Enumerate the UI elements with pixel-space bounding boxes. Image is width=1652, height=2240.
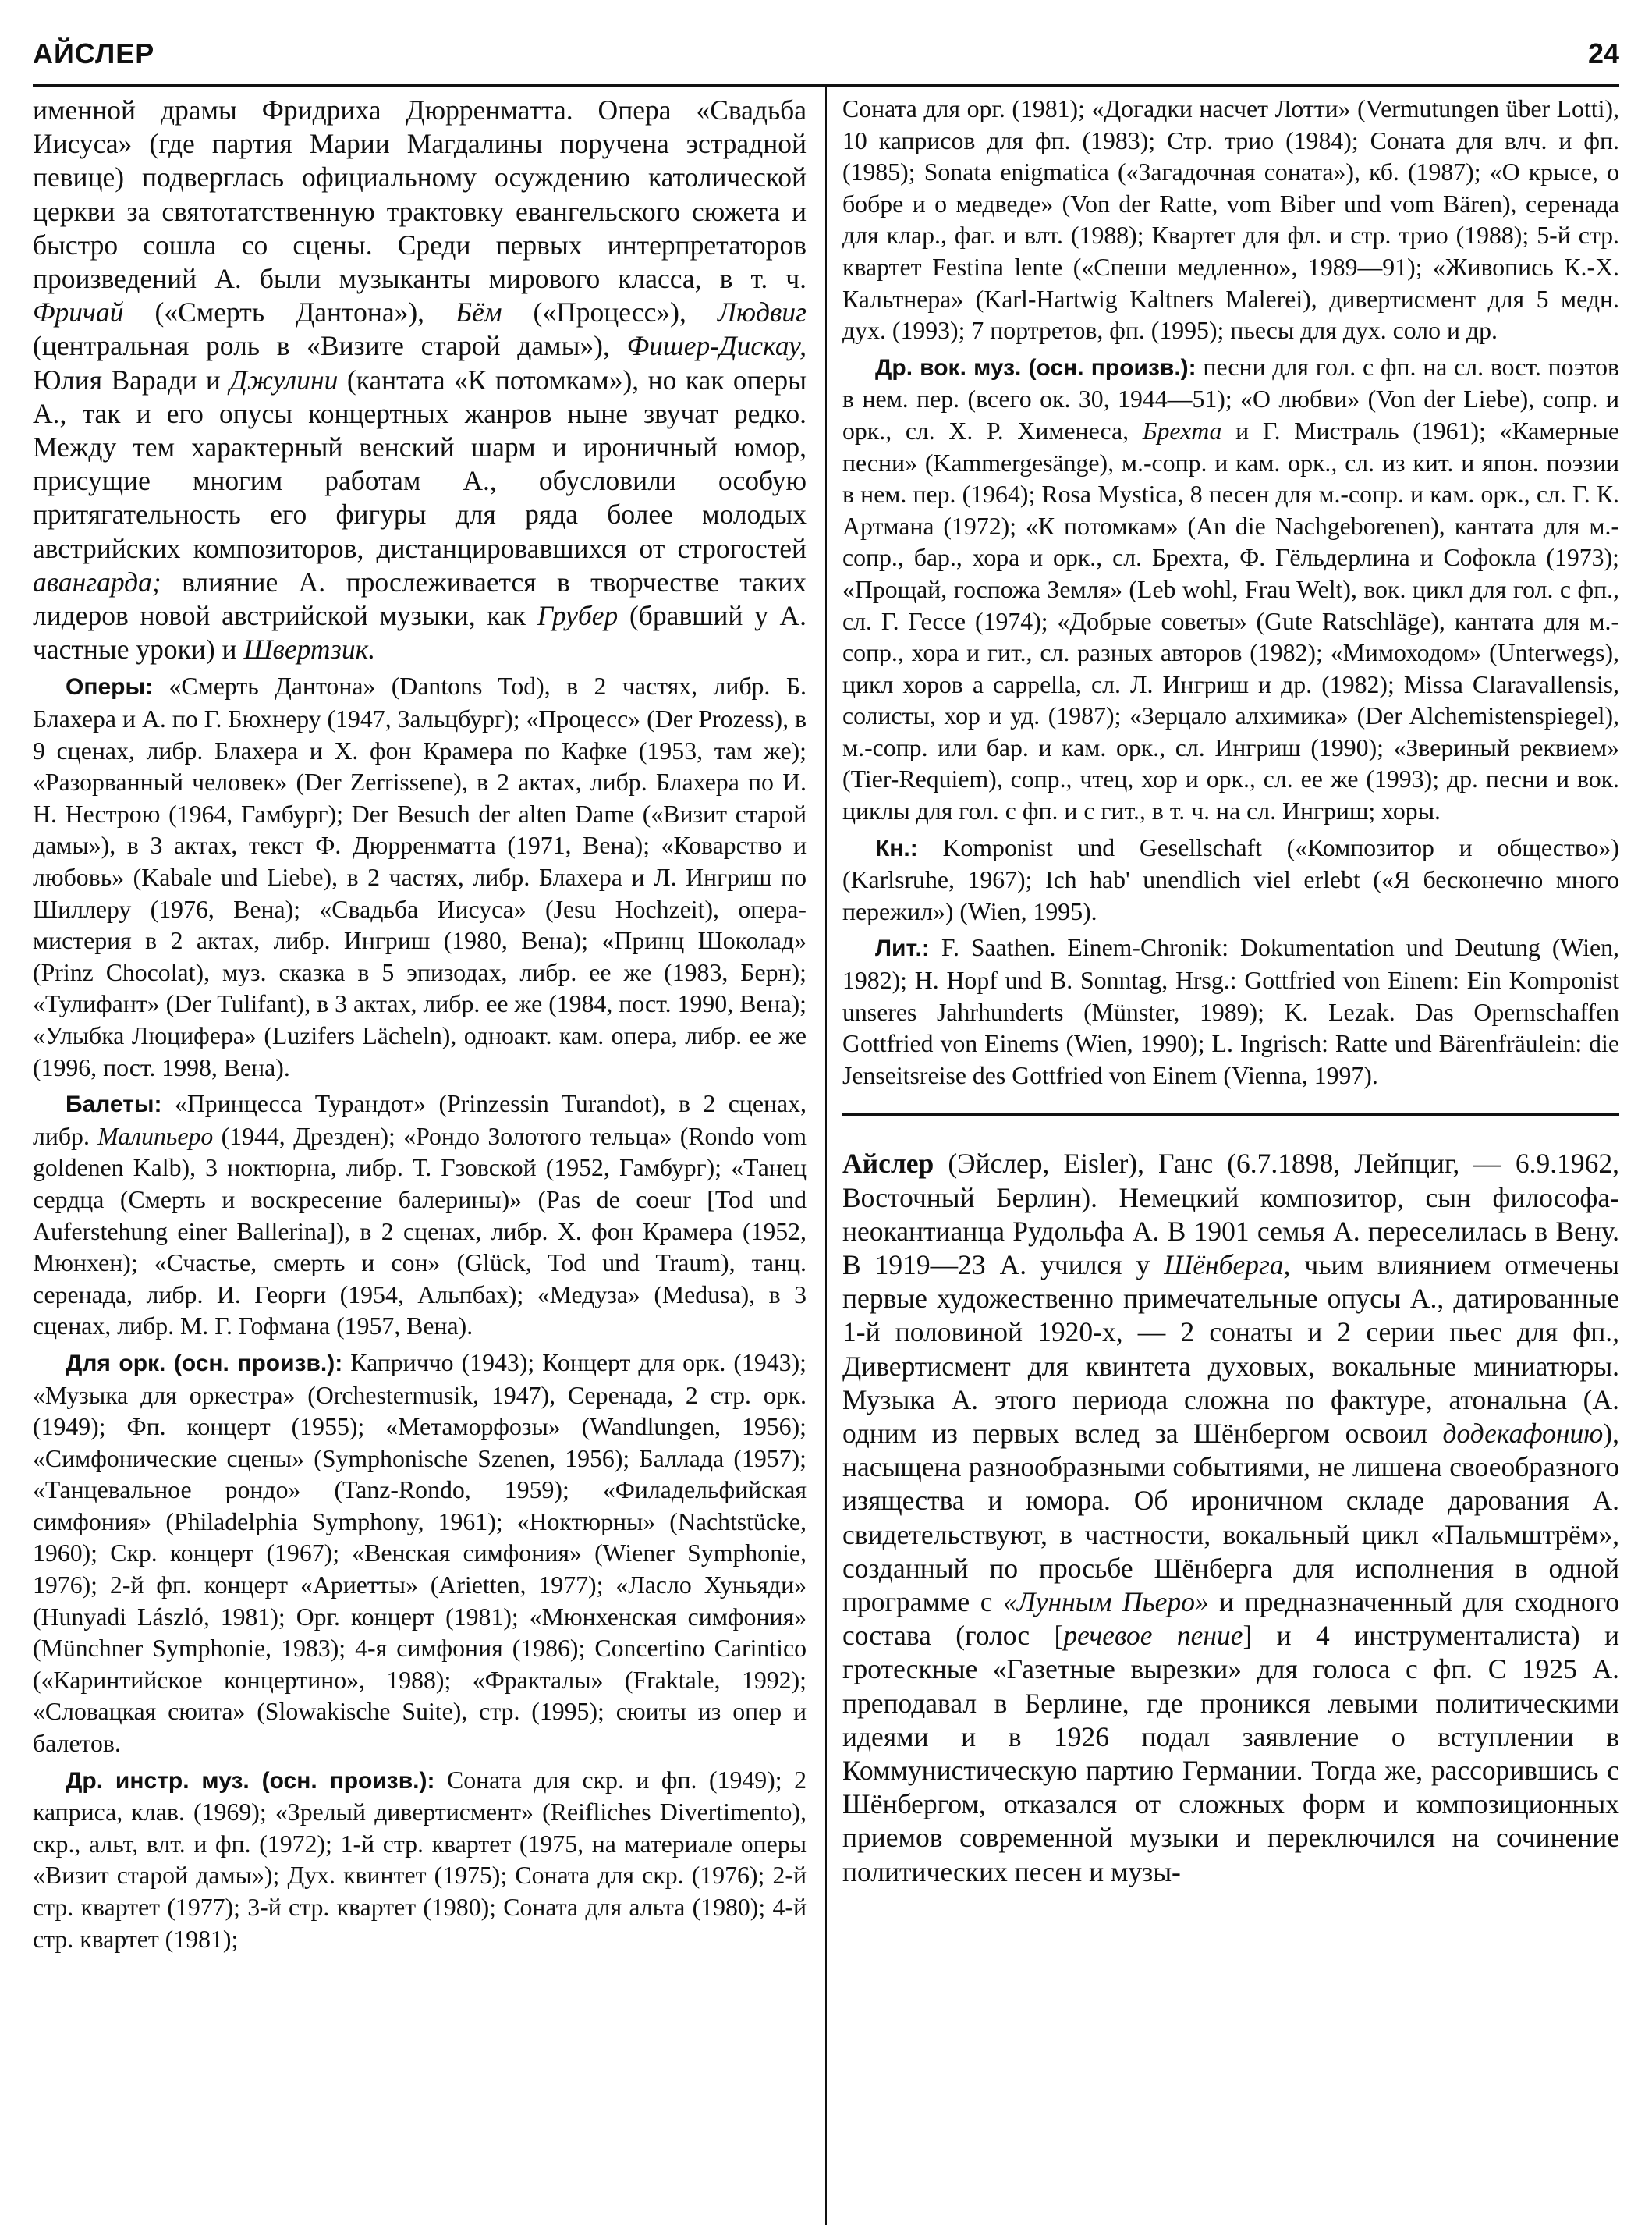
link-boehm: Бём bbox=[456, 296, 502, 328]
ballets-label: Балеты: bbox=[66, 1092, 162, 1118]
link-ludwig: Людвиг bbox=[717, 296, 807, 328]
books-label: Кн.: bbox=[875, 835, 918, 861]
literature-label: Лит.: bbox=[875, 935, 930, 962]
vocal-label: Др. вок. муз. (осн. произв.): bbox=[875, 354, 1196, 381]
operas-section: Оперы: «Смерть Дантона» (Dantons Tod), в 2 частях, либр. Б. Блахера и А. по Г. Бюхнеру (1947, Зальцбург); «Процесс» (Der Prozess), в 9 сценах, либр. Блахера и Х. фон Крамера по Кафке (1953, там же); «Разорванный человек» (Der Zerrissene), в 2 актах, либр. Блахера по И. Н. Нестрою (1964, Гамбург); Der Besuch der alten Dame («Визит старой дамы»), в 3 актах, текст Ф. Дюрренматта (1971, Вена); «Коварство и любовь» (Kabale und Liebe), в 2 частях, либр. Блахера и Л. Ингриш по Шиллеру (1976, Вена); «Свадьба Иисуса» (Jesu Hochzeit), опера-мистерия в 2 актах, либр. Ингриш (1980, Вена); «Принц Шоколад» (Prinz Chocolat), муз. сказка в 5 эпизодах, либр. ее же (1983, Берн); «Тулифант» (Der Tulifant), в 3 актах, либр. ее же (1984, пост. 1990, Вена); «Улыбка Люцифера» (Luzifers Lächeln), одноакт. кам. опера, либр. ее же (1996, пост. 1998, Вена). bbox=[33, 673, 807, 1081]
orchestral-label: Для орк. (осн. произв.): bbox=[66, 1350, 343, 1376]
link-fricsay: Фричай bbox=[33, 296, 124, 328]
vocal-section: Др. вок. муз. (осн. произв.): песни для гол. с фп. на сл. вост. поэтов в нем. пер. (всего ок. 30, 1944—51); «О любви» (Von der Liebe), сопр. и орк., сл. Х. Р. Хименеса, Брехта и Г. Мистраль (1961); «Камерные песни» (Kammergesänge), м.-сопр. и кам. орк., сл. из кит. и япон. поэзии в нем. пер. (1964); Rosa Mystica, 8 песен для м.-сопр. и кам. орк., сл. Г. К. Артмана (1972); «К потомкам» (An die Nachgeborenen), кантата для м.-сопр., бар., хора и орк., сл. Брехта, Ф. Гёльдерлина и Софокла (1973); «Прощай, госпожа Земля» (Leb wohl, Frau Welt), вок. цикл для гол. с фп., сл. Г. Гессе (1974); «Добрые советы» (Gute Ratschläge), кантата для м.-сопр., хора и гит., сл. разных авторов (1982); «Мимоходом» (Unterwegs), цикл хоров a cappella, сл. Л. Ингриш и др. (1982); Missa Claravallensis, солисты, хор и уд. (1987); «Зерцало алхимика» (Der Alchemistenspiegel), м.-сопр. или бар. и кам. орк., сл. Ингриш (1990); «Звериный реквием» (Tier-Requiem), сопр., чтец, хор и орк., сл. ее же (1993); др. песни и вок. циклы для гол. с фп. и с гит., в т. ч. на сл. Ингриш; хоры. bbox=[842, 353, 1620, 825]
link-gruber: Грубер bbox=[537, 600, 619, 632]
books-section: Кн.: Komponist und Gesellschaft («Композитор и общество») (Karlsruhe, 1967); Ich hab' unendlich viel erlebt («Я бесконечно много пережил») (Wien, 1995). bbox=[842, 833, 1619, 925]
entry-separator-rule bbox=[842, 1113, 1619, 1116]
link-brecht: Брехта bbox=[1142, 417, 1222, 445]
running-head: АЙСЛЕР bbox=[33, 37, 155, 69]
instrumental-section: Др. инстр. муз. (осн. произв.): Соната для скр. и фп. (1949); 2 каприса, клав. (1969); «Зрелый дивертисмент» (Reifliches Divertimento), скр., альт, влт. и фп. (1972); 1-й стр. квартет (1975, на материале оперы «Визит старой дамы»); Дух. квинтет (1975); Соната для скр. (1976); 2-й стр. квартет (1977); 3-й стр. квартет (1980); Соната для альта (1980); 4-й стр. квартет (1981); bbox=[33, 1766, 807, 1953]
page-header bbox=[33, 37, 1619, 81]
link-schwertsik: Швертзик. bbox=[243, 634, 376, 666]
link-pierrot-lunaire: «Лунным Пьеро» bbox=[1002, 1586, 1209, 1618]
column-divider bbox=[825, 87, 827, 2225]
orchestral-section: Для орк. (осн. произв.): Каприччо (1943); Концерт для орк. (1943); «Музыка для оркестра» (Orchestermusik, 1947), Серенада, 2 стр. орк. (1949); Фп. концерт (1955); «Метаморфозы» (Wandlungen, 1956); «Симфонические сцены» (Symphonische Szenen, 1956); Баллада (1957); «Танцевальное рондо» (Tanz-Rondo, 1959); «Филадельфийская симфония» (Philadelphia Symphony, 1961); «Ноктюрны» (Nachtstücke, 1960); Скр. концерт (1967); «Венская симфония» (Wiener Symphonie, 1976); 2-й фп. концерт «Ариетты» (Arietten, 1977); «Ласло Хуньяди» (Hunyadi László, 1981); Орг. концерт (1981); «Мюнхенская симфония» (Münchner Symphonie, 1983); 4-я симфония (1986); Concertino Carintico («Каринтийское концертино», 1988); «Фракталы» (Fraktale, 1992); «Словацкая сюита» (Slowakische Suite), стр. (1995); сюиты из опер и балетов. bbox=[33, 1348, 807, 1758]
ballets-section: Балеты: «Принцесса Турандот» (Prinzessin Turandot), в 2 сценах, либр. Малипьеро (1944, Дрезден); «Рондо Золотого тельца» (Rondo vom goldenen Kalb), 3 ноктюрна, либр. Т. Гзовской (1952, Гамбург); «Танец сердца (Смерть и воскресение балерины)» (Pas de coeur [Tod und Auferstehung einer Ballerina]), в 2 сценах, либр. Х. фон Крамера (1952, Мюнхен); «Счастье, смерть и сон» (Glück, Tod und Traum), танц. серенада, либр. И. Георги (1954, Альпбах); «Медуза» (Medusa), в 3 сценах, либр. М. Г. Гофмана (1957, Вена). bbox=[33, 1090, 807, 1340]
page-number: 24 bbox=[1587, 37, 1619, 69]
entry-continuation-paragraph: именной драмы Фридриха Дюрренматта. Опера «Свадьба Иисуса» (где партия Марии Магдалины поручена эстрадной певице) подверглась официальному осуждению католической церкви за святотатственную трактовку евангельского сюжета и быстро сошла со сцены. Среди первых интерпретаторов произведений А. были музыканты мирового класса, в т. ч. Фричай («Смерть Дантона»), Бём («Процесс»), Людвиг (центральная роль в «Визите старой дамы»), Фишер-Дискау, Юлия Варади и Джулини (кантата «К потомкам»), но как оперы А., так и его опусы концертных жанров ныне звучат редко. Между тем характерный венский шарм и ироничный юмор, присущие многим работам А., обусловили особую притягательность его фигуры для ряда более молодых австрийских композиторов, дистанцировавшихся от строгостей авангарда; влияние А. прослеживается в творчестве таких лидеров новой австрийской музыки, как Грубер (бравший у А. частные уроки) и Швертзик. bbox=[33, 94, 807, 666]
link-malipiero: Малипьеро bbox=[97, 1122, 214, 1150]
left-column bbox=[33, 94, 807, 1955]
instrumental-label: Др. инстр. муз. (осн. произв.): bbox=[66, 1767, 435, 1794]
literature-section: Лит.: F. Saathen. Einem-Chronik: Dokumentation und Deutung (Wien, 1982); H. Hopf und B. Sonntag, Hrsg.: Gottfried von Einem: Ein Komponist unseres Jahrhunderts (Münster, 1989); K. Lezak. Das Opernschaffen Gottfried von Einems (Wien, 1990); L. Ingrisch: Ratte und Bärenfräulein: die Jenseitsreise des Gottfried von Einem (Vienna, 1997). bbox=[842, 934, 1619, 1089]
entry-headword: Айслер bbox=[842, 1148, 934, 1180]
link-schoenberg: Шёнберга, bbox=[1164, 1249, 1291, 1281]
instrumental-continuation: Соната для орг. (1981); «Догадки насчет Лотти» (Vermutungen über Lotti), 10 каприсов для фп. (1983); Стр. трио (1984); Соната для влч. и фп. (1985); Sonata enigmatica («Загадочная соната»), кб. (1987); «О крысе, о бобре и о медведе» (Von der Ratte, vom Biber und vom Bären), серенада для клар., фаг. и влт. (1988); Квартет для фл. и стр. трио (1988); 5-й стр. квартет Festina lente («Спеши медленно», 1989—91); «Живопись К.-Х. Кальтнера» (Karl-Hartwig Kaltners Malerei), дивертисмент для 5 медн. дух. (1993); 7 портретов, фп. (1995); пьесы для дух. соло и др. bbox=[842, 95, 1619, 345]
header-rule bbox=[33, 84, 1619, 87]
right-column bbox=[842, 94, 1619, 1889]
entry-eisler: Айслер (Эйслер, Eisler), Ганс (6.7.1898, Лейпциг, — 6.9.1962, Восточный Берлин). Немецкий композитор, сын философа-неокантианца Рудольфа А. В 1901 семья А. переселилась в Вену. В 1919—23 А. учился у Шёнберга, чьим влиянием отмечены первые художественно примечательные опусы А., датированные 1-й половиной 1920-х, — 2 сонаты и 2 серии пьес для фп., Дивертисмент для квинтета духовых, вокальные миниатюры. Музыка А. этого периода сложна по фактуре, атональна (А. одним из первых вслед за Шёнбергом освоил додекафонию), насыщена разнообразными событиями, не лишена своеобразного изящества и юмора. Об ироничном складе дарования А. свидетельствуют, в частности, вокальный цикл «Пальмштрём», созданный по просьбе Шёнберга для исполнения в одной программе с «Лунным Пьеро» и предназначенный для сходного состава (голос [речевое пение] и 4 инструменталиста) и гротескные «Газетные вырезки» для голоса с фп. С 1925 А. преподавал в Берлине, где проникся левыми политическими идеями и в 1926 подал заявление о вступлении в Коммунистическую партию Германии. Тогда же, рассорившись с Шёнбергом, отказался от сложных форм и композиционных приемов современной музыки и переключился на сочинение политических песен и музы- bbox=[842, 1148, 1620, 1887]
link-dodecaphony: додекафонию bbox=[1442, 1418, 1604, 1450]
operas-label: Оперы: bbox=[66, 674, 154, 701]
link-giulini: Джулини bbox=[229, 364, 339, 396]
link-fischer-dieskau: Фишер-Дискау, bbox=[626, 330, 807, 362]
link-sprechgesang: речевое пение bbox=[1063, 1620, 1243, 1652]
link-avantgarde: авангарда; bbox=[33, 566, 161, 598]
